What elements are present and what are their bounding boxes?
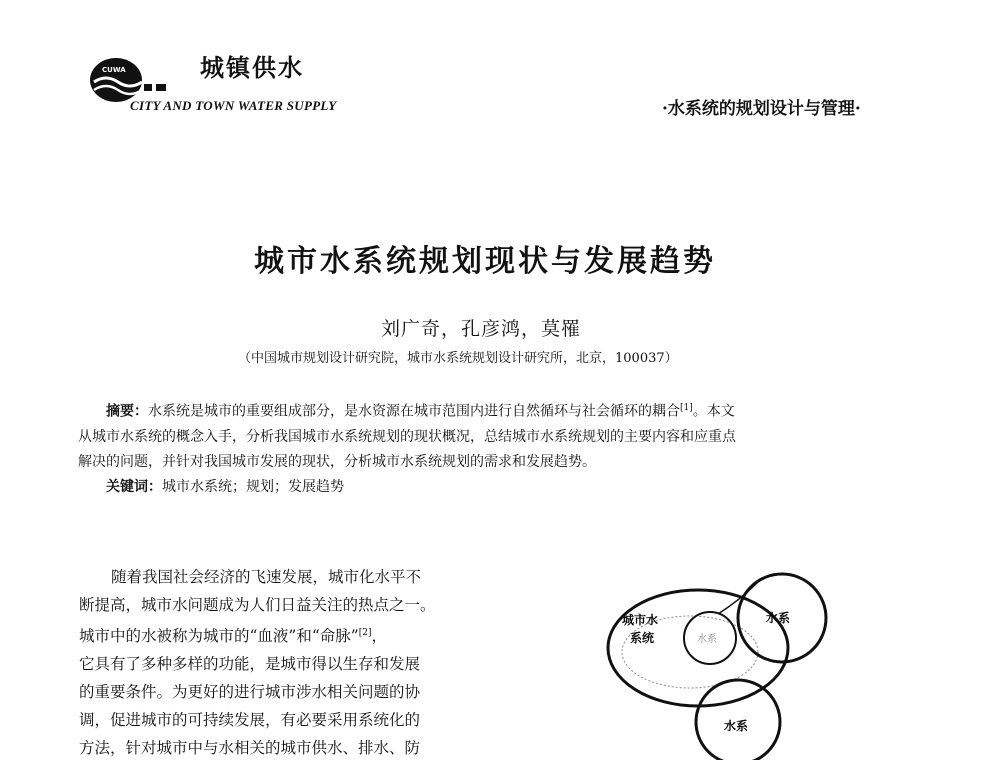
water-system-diagram [600,560,840,760]
section-heading: ·水系统的规划设计与管理· [662,99,861,119]
article-title: 城市水系统规划现状与发展趋势 [254,244,716,279]
keywords [78,475,918,500]
journal-logo [88,46,378,116]
label-city-system-line1: 城市水 [622,613,659,627]
body-line: 断提高，城市水问题成为人们日益关注的热点之一。 [79,596,436,614]
body-line: 调，促进城市的可持续发展，有必要采用系统化的 [79,711,421,730]
keywords-list: 城市水系统；规划；发展趋势 [162,478,344,495]
body-line: 随着我国社会经济的飞速发展，城市化水平不 [111,568,422,586]
logo-title-cn: 城镇供水 [200,53,304,82]
label-city-system-line2: 系统 [630,631,655,645]
abstract-line-2: 从城市水系统的概念入手，分析我国城市水系统规划的现状概况，总结城市水系统规划的主要内容和应重点 [78,428,736,445]
body-line: 方法，针对城市中与水相关的城市供水、排水、防 [79,739,421,758]
svg-text:CUWA: CUWA [102,66,126,74]
abstract-line-3: 解决的问题，并针对我国城市发展的现状，分析城市水系统规划的需求和发展趋势。 [78,453,596,470]
article-affiliation: （中国城市规划设计研究院，城市水系统规划设计研究所，北京，100037） [238,351,678,366]
label-inner-water: 水系 [697,634,717,645]
label-water-system-bottom: 水系 [724,719,749,733]
body-line: 的重要条件。为更好的进行城市涉水相关问题的协 [79,683,421,702]
body-paragraph [79,563,484,762]
body-line: 它具有了多种多样的功能，是城市得以生存和发展 [79,655,421,674]
abstract-citation[interactable]: [1] [680,403,693,413]
abstract-line-1: 摘要：水系统是城市的重要组成部分，是水资源在城市范围内进行自然循环与社会循环的耦合[1]。本文 [106,403,735,420]
logo-title-en: CITY AND TOWN WATER SUPPLY [130,98,337,113]
body-line: 城市中的水被称为城市的“血液”和“命脉”[2]， [79,627,387,646]
abstract-label: 摘要： [106,403,148,420]
article-authors: 刘广奇，孔彦鸿，莫罹 [381,318,582,340]
body-citation[interactable]: [2] [358,628,372,638]
label-water-system-top: 水系 [766,611,791,625]
keywords-label: 关键词： [106,478,162,495]
abstract [78,396,918,500]
